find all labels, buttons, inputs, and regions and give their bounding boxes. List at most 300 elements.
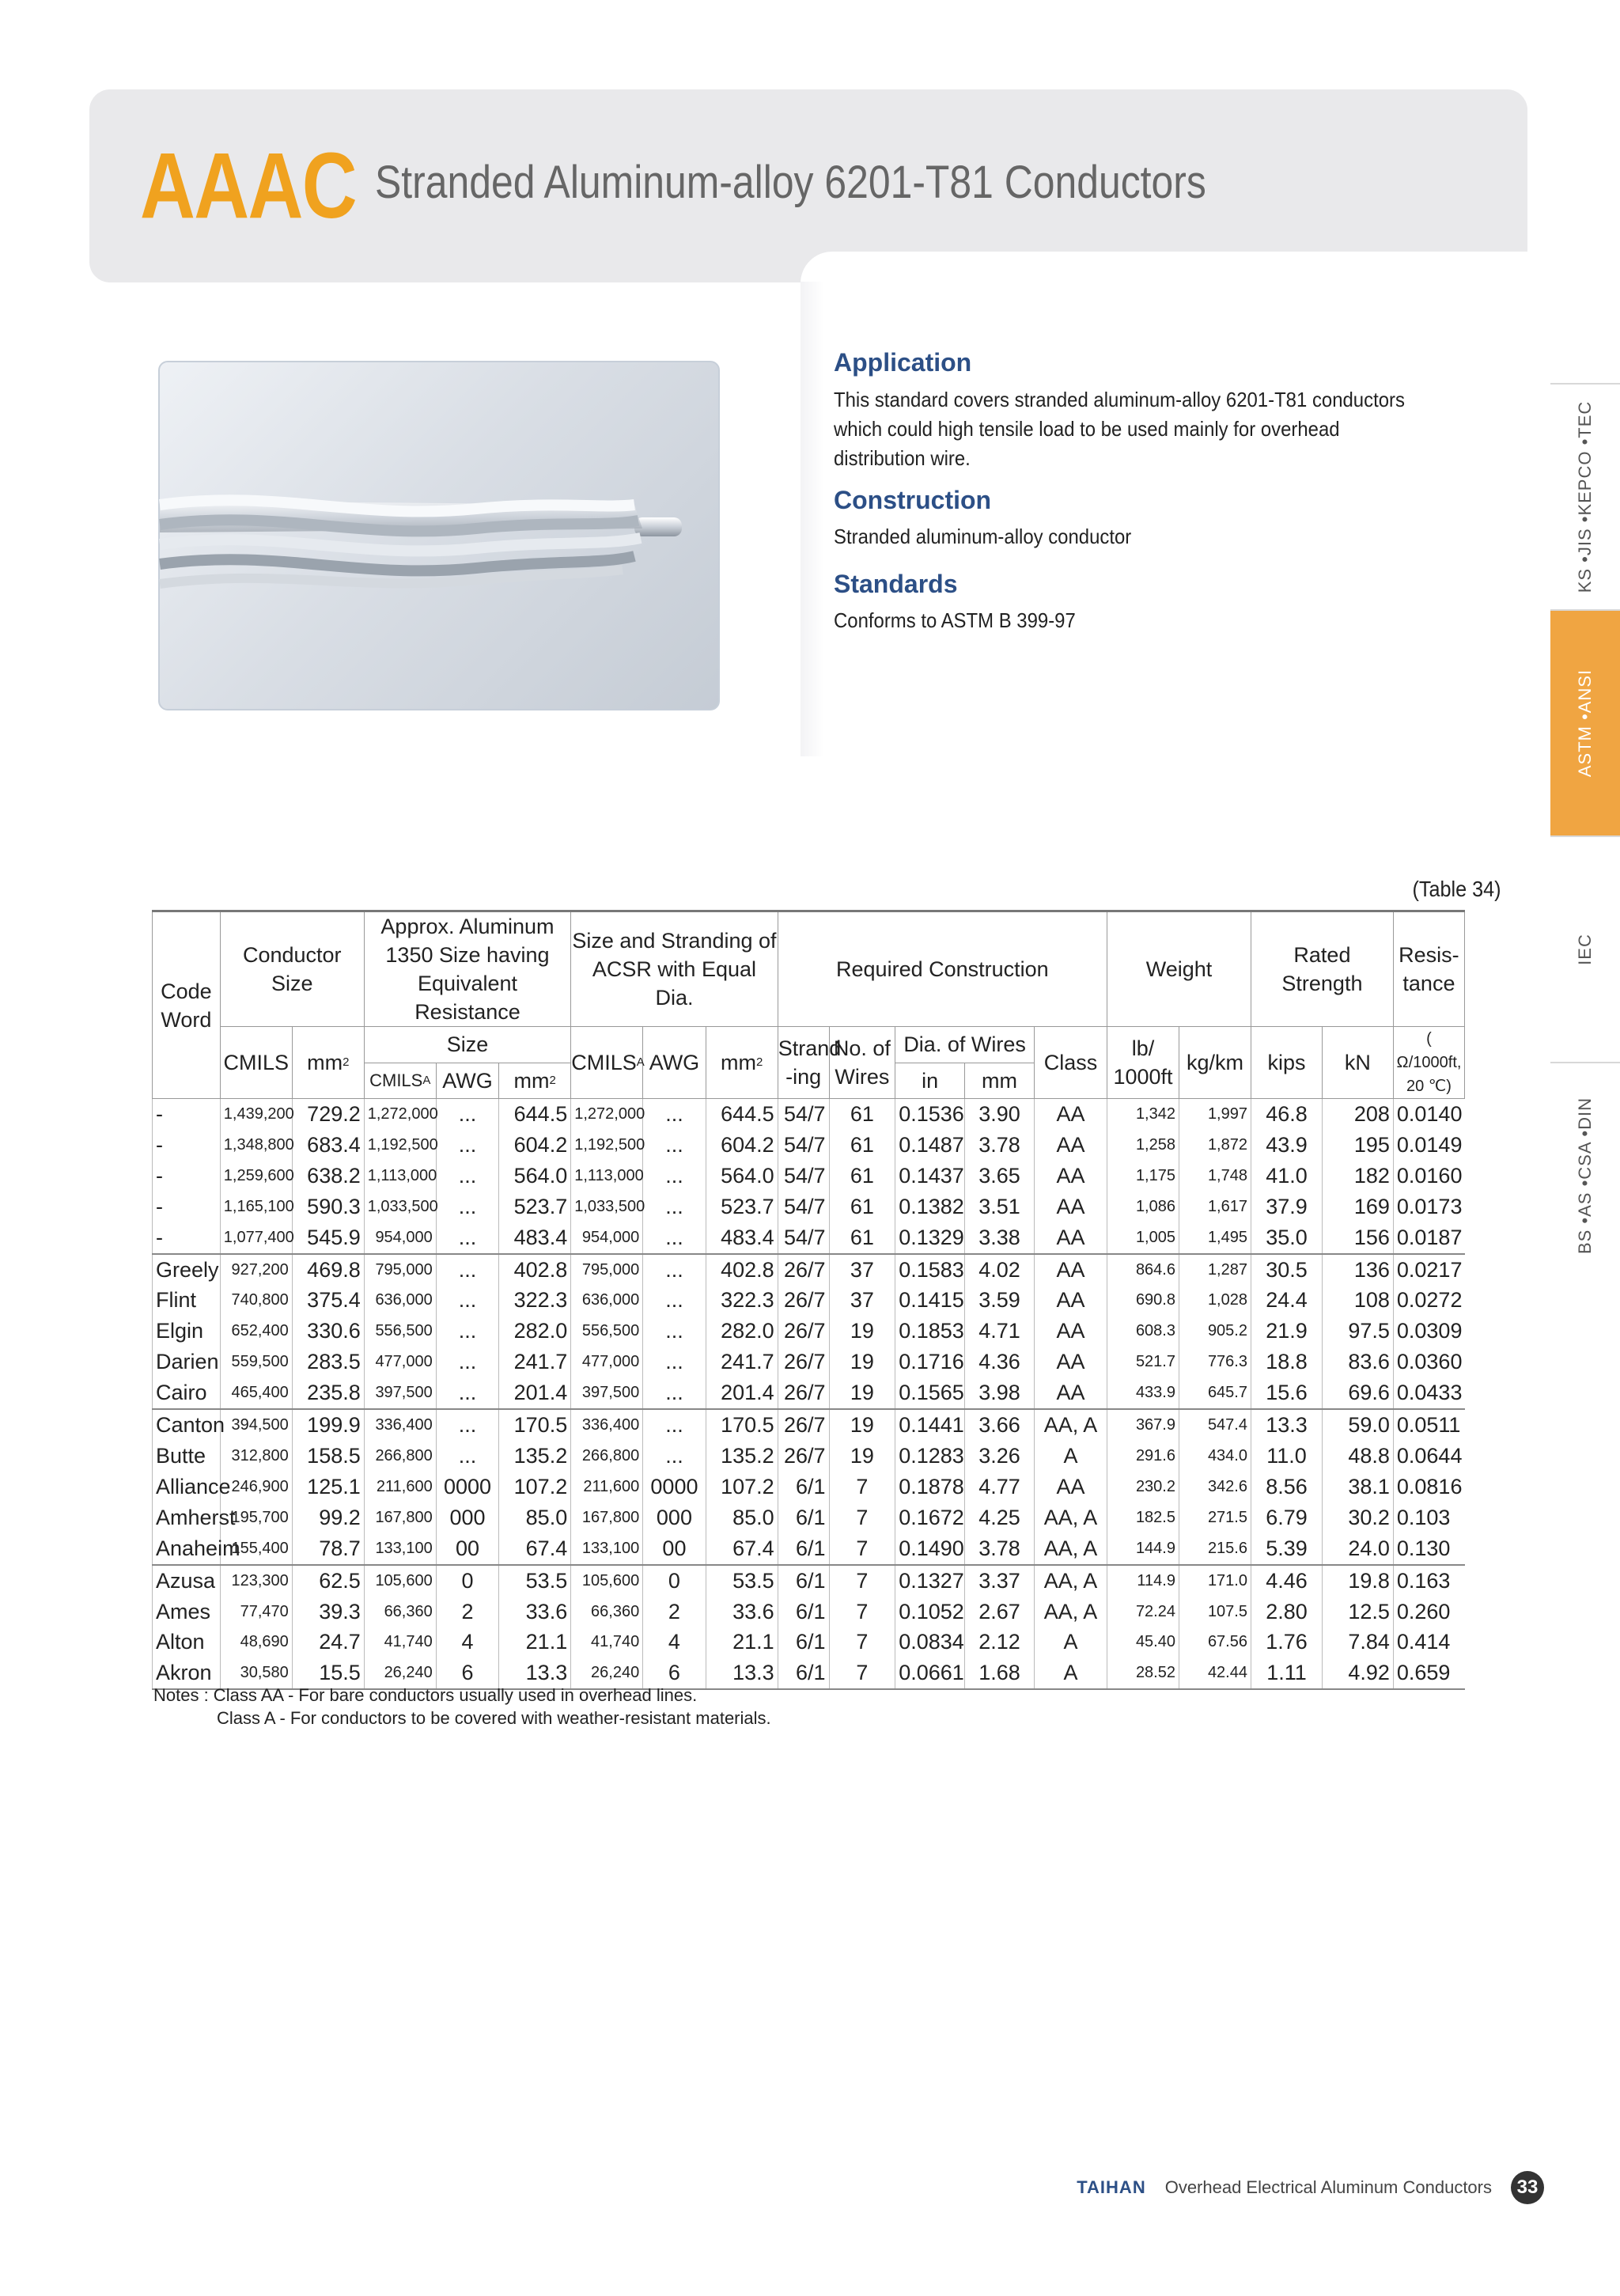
table-cell: 0.0149 [1393, 1130, 1464, 1161]
table-cell: 46.8 [1251, 1099, 1323, 1130]
table-cell: 0.414 [1393, 1627, 1464, 1658]
table-cell: 1,617 [1179, 1192, 1251, 1222]
table-cell: 0.163 [1393, 1565, 1464, 1597]
table-cell: 283.5 [292, 1347, 364, 1377]
table-cell: 0.1878 [895, 1472, 965, 1502]
page-title: Stranded Aluminum-alloy 6201-T81 Conductors [375, 157, 1206, 208]
table-row [153, 1130, 1465, 1161]
table-row [153, 1597, 1465, 1627]
construction-text: Stranded aluminum-alloy conductor [834, 525, 1132, 548]
table-cell: 26/7 [778, 1285, 829, 1316]
table-cell: 564.0 [499, 1161, 571, 1192]
table-row [153, 1441, 1465, 1472]
table-cell: 1,033,500 [364, 1192, 436, 1222]
table-cell: 171.0 [1179, 1565, 1251, 1597]
table-cell: 97.5 [1322, 1316, 1393, 1347]
table-cell: 26/7 [778, 1377, 829, 1409]
table-cell: 170.5 [706, 1409, 778, 1441]
table-cell: 367.9 [1107, 1409, 1179, 1441]
table-cell: 1.76 [1251, 1627, 1323, 1658]
table-cell: 54/7 [778, 1130, 829, 1161]
table-cell: 336,400 [364, 1409, 436, 1441]
code-word-cell: Alton [153, 1627, 221, 1658]
table-cell: 7 [829, 1565, 895, 1597]
table-cell: 62.5 [292, 1565, 364, 1597]
conductor-data-table [152, 910, 1465, 1690]
table-cell: 41,740 [364, 1627, 436, 1658]
table-row [153, 1409, 1465, 1441]
table-cell: A [1034, 1627, 1107, 1658]
table-cell: 1,997 [1179, 1099, 1251, 1130]
table-cell: 41,740 [571, 1627, 643, 1658]
header-lb-1000ft: lb/ 1000ft [1107, 1027, 1179, 1099]
table-cell: 483.4 [499, 1222, 571, 1254]
table-cell: 0000 [436, 1472, 498, 1502]
table-cell: 48.8 [1322, 1441, 1393, 1472]
table-cell: 1,113,000 [571, 1161, 643, 1192]
table-cell: AA, A [1034, 1409, 1107, 1441]
table-cell: 15.6 [1251, 1377, 1323, 1409]
table-cell: 0.659 [1393, 1658, 1464, 1689]
table-cell: 3.59 [965, 1285, 1035, 1316]
table-cell: 201.4 [499, 1377, 571, 1409]
header-in: in [895, 1063, 965, 1099]
table-cell: 0.0661 [895, 1658, 965, 1689]
table-cell: 1.11 [1251, 1658, 1323, 1689]
table-cell: 169 [1322, 1192, 1393, 1222]
table-cell: 3.37 [965, 1565, 1035, 1597]
code-word-cell: Canton [153, 1409, 221, 1441]
table-cell: 469.8 [292, 1254, 364, 1286]
table-cell: 28.52 [1107, 1658, 1179, 1689]
table-cell: 136 [1322, 1254, 1393, 1286]
table-cell: 644.5 [499, 1099, 571, 1130]
table-cell: ... [643, 1316, 706, 1347]
table-cell: 37.9 [1251, 1192, 1323, 1222]
table-cell: 3.51 [965, 1192, 1035, 1222]
table-cell: 1,287 [1179, 1254, 1251, 1286]
table-row [153, 1472, 1465, 1502]
table-cell: 24.4 [1251, 1285, 1323, 1316]
table-cell: 0.0217 [1393, 1254, 1464, 1286]
code-word-cell: - [153, 1099, 221, 1130]
table-cell: 135.2 [499, 1441, 571, 1472]
table-cell: 59.0 [1322, 1409, 1393, 1441]
table-cell: 195 [1322, 1130, 1393, 1161]
table-cell: 230.2 [1107, 1472, 1179, 1502]
table-cell: 42.44 [1179, 1658, 1251, 1689]
table-cell: 61 [829, 1161, 895, 1192]
table-cell: 61 [829, 1192, 895, 1222]
table-cell: 6/1 [778, 1658, 829, 1689]
table-cell: 35.0 [1251, 1222, 1323, 1254]
table-number: (Table 34) [1412, 877, 1501, 901]
table-cell: 67.56 [1179, 1627, 1251, 1658]
table-cell: ... [436, 1161, 498, 1192]
table-cell: 133,100 [571, 1533, 643, 1565]
table-cell: AA [1034, 1222, 1107, 1254]
table-cell: 167,800 [364, 1502, 436, 1533]
table-cell: 201.4 [706, 1377, 778, 1409]
table-cell: 246,900 [220, 1472, 292, 1502]
table-cell: A [1034, 1658, 1107, 1689]
table-cell: 521.7 [1107, 1347, 1179, 1377]
table-cell: 322.3 [706, 1285, 778, 1316]
table-cell: 7 [829, 1658, 895, 1689]
table-cell: 0.1536 [895, 1099, 965, 1130]
table-cell: 19 [829, 1377, 895, 1409]
table-cell: 1,259,600 [220, 1161, 292, 1192]
table-cell: 4.02 [965, 1254, 1035, 1286]
table-cell: ... [643, 1130, 706, 1161]
table-cell: ... [643, 1254, 706, 1286]
table-cell: 1,348,800 [220, 1130, 292, 1161]
table-cell: 1,086 [1107, 1192, 1179, 1222]
table-cell: 6.79 [1251, 1502, 1323, 1533]
table-cell: 6/1 [778, 1565, 829, 1597]
table-cell: 1,342 [1107, 1099, 1179, 1130]
table-cell: 7 [829, 1502, 895, 1533]
table-cell: ... [436, 1254, 498, 1286]
code-word-cell: - [153, 1161, 221, 1192]
table-cell: 85.0 [706, 1502, 778, 1533]
table-cell: 4.25 [965, 1502, 1035, 1533]
table-cell: 0.1329 [895, 1222, 965, 1254]
table-cell: 402.8 [706, 1254, 778, 1286]
header-mm2-sub: $mm^2$ [499, 1063, 571, 1099]
brand-name: TAIHAN [1077, 2177, 1146, 2197]
table-row [153, 1565, 1465, 1597]
table-cell: 0.1487 [895, 1130, 965, 1161]
table-cell: 0000 [643, 1472, 706, 1502]
table-cell: 465,400 [220, 1377, 292, 1409]
page-footer [1077, 2169, 1544, 2206]
table-cell: 322.3 [499, 1285, 571, 1316]
table-cell: 644.5 [706, 1099, 778, 1130]
table-cell: 19 [829, 1409, 895, 1441]
table-cell: 235.8 [292, 1377, 364, 1409]
table-cell: 0.103 [1393, 1502, 1464, 1533]
tab-ks-jis[interactable]: KS •JIS •KEPCO •TEC [1550, 383, 1620, 609]
table-cell: 0.1672 [895, 1502, 965, 1533]
table-cell: 590.3 [292, 1192, 364, 1222]
standards-tab-bar [1550, 383, 1620, 1288]
header-required-construction: Required Construction [778, 911, 1107, 1027]
table-cell: 1,192,500 [571, 1130, 643, 1161]
product-logo: AAAC [140, 134, 356, 238]
table-cell: 12.5 [1322, 1597, 1393, 1627]
table-cell: 67.4 [499, 1533, 571, 1565]
table-cell: 0.1565 [895, 1377, 965, 1409]
header-mm2-b: $mm^2$ [706, 1027, 778, 1099]
code-word-cell: - [153, 1222, 221, 1254]
table-cell: 182.5 [1107, 1502, 1179, 1533]
table-cell: 1,192,500 [364, 1130, 436, 1161]
table-cell: 523.7 [499, 1192, 571, 1222]
table-cell: 99.2 [292, 1502, 364, 1533]
table-row [153, 1533, 1465, 1565]
table-cell: 2.80 [1251, 1597, 1323, 1627]
table-cell: 37 [829, 1254, 895, 1286]
table-cell: 123,300 [220, 1565, 292, 1597]
code-word-cell: Azusa [153, 1565, 221, 1597]
table-cell: ... [643, 1441, 706, 1472]
table-cell: 85.0 [499, 1502, 571, 1533]
table-cell: A [1034, 1441, 1107, 1472]
table-cell: 48,690 [220, 1627, 292, 1658]
table-cell: 3.78 [965, 1533, 1035, 1565]
table-cell: 0.1441 [895, 1409, 965, 1441]
table-cell: 19 [829, 1347, 895, 1377]
table-cell: 3.78 [965, 1130, 1035, 1161]
header-kips: kips [1251, 1027, 1323, 1099]
table-cell: 26,240 [571, 1658, 643, 1689]
table-cell: AA [1034, 1285, 1107, 1316]
table-cell: 7.84 [1322, 1627, 1393, 1658]
table-cell: 523.7 [706, 1192, 778, 1222]
table-cell: AA [1034, 1254, 1107, 1286]
table-cell: 54/7 [778, 1192, 829, 1222]
table-cell: 776.3 [1179, 1347, 1251, 1377]
table-cell: 39.3 [292, 1597, 364, 1627]
table-cell: ... [436, 1409, 498, 1441]
header-size-stranding: Size and Stranding of ACSR with Equal Dia. [571, 911, 778, 1027]
table-cell: 683.4 [292, 1130, 364, 1161]
table-cell: 7 [829, 1472, 895, 1502]
table-cell: 0.0360 [1393, 1347, 1464, 1377]
header-mm2: $mm^2$ [292, 1027, 364, 1099]
table-cell: 2 [643, 1597, 706, 1627]
table-cell: 26/7 [778, 1254, 829, 1286]
table-cell: 402.8 [499, 1254, 571, 1286]
table-cell: 271.5 [1179, 1502, 1251, 1533]
table-cell: 1,005 [1107, 1222, 1179, 1254]
table-cell: ... [436, 1099, 498, 1130]
table-cell: 638.2 [292, 1161, 364, 1192]
table-cell: 182 [1322, 1161, 1393, 1192]
table-cell: AA [1034, 1347, 1107, 1377]
tab-bs-as[interactable]: BS •AS •CSA •DIN [1550, 1062, 1620, 1288]
table-cell: 0.130 [1393, 1533, 1464, 1565]
table-row [153, 1161, 1465, 1192]
table-cell: 105,600 [571, 1565, 643, 1597]
table-cell: 954,000 [364, 1222, 436, 1254]
table-cell: 45.40 [1107, 1627, 1179, 1658]
header-approx-aluminum: Approx. Aluminum 1350 Size having Equivalent Resistance [364, 911, 570, 1027]
table-cell: 21.9 [1251, 1316, 1323, 1347]
table-cell: 156 [1322, 1222, 1393, 1254]
table-cell: 114.9 [1107, 1565, 1179, 1597]
table-cell: 241.7 [706, 1347, 778, 1377]
table-cell: 3.98 [965, 1377, 1035, 1409]
header-rated-strength: Rated Strength [1251, 911, 1394, 1027]
table-cell: ... [436, 1192, 498, 1222]
table-cell: 4.71 [965, 1316, 1035, 1347]
table-cell: 282.0 [706, 1316, 778, 1347]
table-cell: 0.0309 [1393, 1316, 1464, 1347]
table-cell: 636,000 [364, 1285, 436, 1316]
table-cell: 26,240 [364, 1658, 436, 1689]
table-cell: 604.2 [499, 1130, 571, 1161]
table-cell: 6/1 [778, 1502, 829, 1533]
table-cell: 26/7 [778, 1316, 829, 1347]
table-cell: 33.6 [706, 1597, 778, 1627]
table-cell: 397,500 [364, 1377, 436, 1409]
table-cell: 0.0272 [1393, 1285, 1464, 1316]
table-cell: 199.9 [292, 1409, 364, 1441]
table-cell: 61 [829, 1099, 895, 1130]
table-cell: 0.0511 [1393, 1409, 1464, 1441]
table-cell: ... [643, 1347, 706, 1377]
table-cell: 26/7 [778, 1409, 829, 1441]
table-cell: 1,272,000 [571, 1099, 643, 1130]
table-cell: 72.24 [1107, 1597, 1179, 1627]
table-cell: 0.1052 [895, 1597, 965, 1627]
table-cell: AA [1034, 1161, 1107, 1192]
table-cell: 4.92 [1322, 1658, 1393, 1689]
table-cell: 547.4 [1179, 1409, 1251, 1441]
table-cell: AA, A [1034, 1533, 1107, 1565]
table-cell: ... [643, 1377, 706, 1409]
code-word-cell: Akron [153, 1658, 221, 1689]
table-cell: 291.6 [1107, 1441, 1179, 1472]
code-word-cell: Alliance [153, 1472, 221, 1502]
table-cell: 211,600 [364, 1472, 436, 1502]
table-row [153, 1285, 1465, 1316]
table-cell: 0.1382 [895, 1192, 965, 1222]
code-word-cell: Flint [153, 1285, 221, 1316]
table-cell: 77,470 [220, 1597, 292, 1627]
table-notes [153, 1684, 771, 1730]
table-cell: 1,033,500 [571, 1192, 643, 1222]
table-cell: 1,258 [1107, 1130, 1179, 1161]
table-cell: 0.0173 [1393, 1192, 1464, 1222]
table-cell: 556,500 [364, 1316, 436, 1347]
table-cell: 108 [1322, 1285, 1393, 1316]
table-cell: 2.12 [965, 1627, 1035, 1658]
table-cell: 375.4 [292, 1285, 364, 1316]
table-cell: 67.4 [706, 1533, 778, 1565]
table-cell: 0.1490 [895, 1533, 965, 1565]
header-mm: mm [965, 1063, 1035, 1099]
table-cell: 135.2 [706, 1441, 778, 1472]
table-cell: 397,500 [571, 1377, 643, 1409]
table-cell: 167,800 [571, 1502, 643, 1533]
table-cell: ... [643, 1192, 706, 1222]
header-kn: kN [1322, 1027, 1393, 1099]
table-cell: 11.0 [1251, 1441, 1323, 1472]
header-awg-sub: AWG [436, 1063, 498, 1099]
table-row [153, 1316, 1465, 1347]
table-cell: 0 [643, 1565, 706, 1597]
table-cell: ... [436, 1130, 498, 1161]
table-cell: 105,600 [364, 1565, 436, 1597]
code-word-cell: Cairo [153, 1377, 221, 1409]
table-cell: 6 [436, 1658, 498, 1689]
table-cell: 26/7 [778, 1347, 829, 1377]
header-dia-wires: Dia. of Wires [895, 1027, 1035, 1063]
table-cell: 61 [829, 1222, 895, 1254]
footer-text: Overhead Electrical Aluminum Conductors [1164, 2177, 1492, 2197]
table-cell: 342.6 [1179, 1472, 1251, 1502]
table-cell: 4 [643, 1627, 706, 1658]
table-cell: ... [643, 1285, 706, 1316]
table-cell: ... [436, 1285, 498, 1316]
table-cell: 433.9 [1107, 1377, 1179, 1409]
table-cell: 0.1283 [895, 1441, 965, 1472]
table-cell: 3.26 [965, 1441, 1035, 1472]
table-cell: 54/7 [778, 1161, 829, 1192]
table-cell: 1,439,200 [220, 1099, 292, 1130]
table-cell: 652,400 [220, 1316, 292, 1347]
tab-astm-ansi[interactable]: ASTM •ANSI [1550, 609, 1620, 835]
table-cell: 13.3 [706, 1658, 778, 1689]
table-cell: 107.5 [1179, 1597, 1251, 1627]
table-cell: 645.7 [1179, 1377, 1251, 1409]
table-cell: 54/7 [778, 1222, 829, 1254]
table-cell: ... [436, 1441, 498, 1472]
table-cell: ... [436, 1222, 498, 1254]
header-cmils-a: $CMILS^A$ [571, 1027, 643, 1099]
table-cell: 33.6 [499, 1597, 571, 1627]
table-cell: AA [1034, 1316, 1107, 1347]
header-resistance-unit: ( Ω/1000ft, 20 ℃) [1393, 1027, 1464, 1099]
header-stranding: Strand -ing [778, 1027, 829, 1099]
table-cell: 7 [829, 1597, 895, 1627]
table-cell: 795,000 [364, 1254, 436, 1286]
tab-iec[interactable]: IEC [1550, 835, 1620, 1062]
table-cell: 0.1853 [895, 1316, 965, 1347]
table-row [153, 1222, 1465, 1254]
table-cell: 6/1 [778, 1597, 829, 1627]
table-cell: 6/1 [778, 1472, 829, 1502]
table-cell: 30.2 [1322, 1502, 1393, 1533]
table-cell: 564.0 [706, 1161, 778, 1192]
table-cell: 38.1 [1322, 1472, 1393, 1502]
table-cell: 21.1 [499, 1627, 571, 1658]
table-cell: 1,495 [1179, 1222, 1251, 1254]
header-class: Class [1034, 1027, 1107, 1099]
table-cell: 556,500 [571, 1316, 643, 1347]
code-word-cell: Elgin [153, 1316, 221, 1347]
table-cell: ... [436, 1347, 498, 1377]
table-cell: ... [643, 1222, 706, 1254]
table-cell: 0.1583 [895, 1254, 965, 1286]
table-cell: 15.5 [292, 1658, 364, 1689]
table-cell: 477,000 [364, 1347, 436, 1377]
table-cell: 24.0 [1322, 1533, 1393, 1565]
table-cell: 7 [829, 1533, 895, 1565]
table-cell: 26/7 [778, 1441, 829, 1472]
table-cell: 434.0 [1179, 1441, 1251, 1472]
table-cell: 00 [643, 1533, 706, 1565]
table-cell: 2 [436, 1597, 498, 1627]
header-cmils: CMILS [220, 1027, 292, 1099]
table-cell: 43.9 [1251, 1130, 1323, 1161]
table-cell: 144.9 [1107, 1533, 1179, 1565]
table-cell: 927,200 [220, 1254, 292, 1286]
table-cell: 690.8 [1107, 1285, 1179, 1316]
table-cell: 21.1 [706, 1627, 778, 1658]
table-cell: 6/1 [778, 1627, 829, 1658]
table-cell: 0.1437 [895, 1161, 965, 1192]
table-cell: 3.90 [965, 1099, 1035, 1130]
header-weight: Weight [1107, 911, 1251, 1027]
table-cell: 1,872 [1179, 1130, 1251, 1161]
table-cell: 66,360 [571, 1597, 643, 1627]
table-cell: 483.4 [706, 1222, 778, 1254]
table-cell: 54/7 [778, 1099, 829, 1130]
